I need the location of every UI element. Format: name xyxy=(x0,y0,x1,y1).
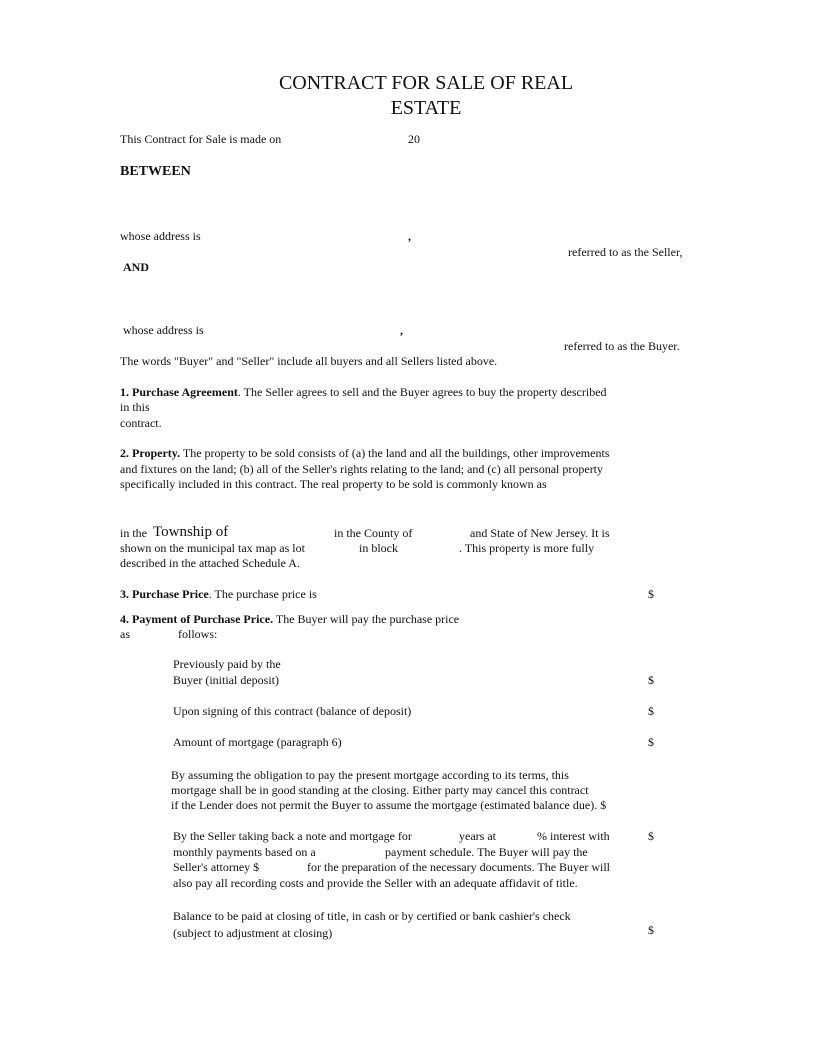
section-2-line-3: specifically included in this contract. The real property to be sold is commonly known as xyxy=(120,477,547,491)
assuming-line-1: By assuming the obligation to pay the present mortgage according to its terms, this xyxy=(171,768,569,782)
location-county: in the County of xyxy=(334,526,413,540)
section-3-dollar: $ xyxy=(648,587,654,601)
amount-of-mortgage: Amount of mortgage (paragraph 6) xyxy=(173,735,342,749)
buyer-seller-definition: The words "Buyer" and "Seller" include all buyers and all Sellers listed above. xyxy=(120,354,498,368)
intro-year: 20 xyxy=(408,132,420,146)
balance-line-2: (subject to adjustment at closing) xyxy=(173,926,333,940)
section-2-line-2: and fixtures on the land; (b) all of the Seller's rights relating to the land; and (c) all personal property xyxy=(120,462,604,476)
buyer-address-comma: , xyxy=(400,323,403,337)
section-4-follows: follows: xyxy=(178,627,218,641)
location-block: in block xyxy=(359,541,398,555)
seller-note-line-2a: monthly payments based on a xyxy=(173,845,316,859)
assuming-line-2: mortgage shall be in good standing at the closing. Either party may cancel this contract xyxy=(171,783,589,797)
section-1-heading: 1. Purchase Agreement xyxy=(120,385,238,399)
and-heading: AND xyxy=(123,260,149,274)
amount-of-mortgage-dollar: $ xyxy=(648,735,654,749)
location-in-the: in the xyxy=(120,526,147,540)
upon-signing: Upon signing of this contract (balance of deposit) xyxy=(173,704,412,718)
section-4-as: as xyxy=(120,627,130,641)
seller-referred: referred to as the Seller, xyxy=(568,245,683,259)
doc-title-line-2: ESTATE xyxy=(390,97,462,119)
section-2-line-1: 2. Property. The property to be sold consists of (a) the land and all the buildings, other improvements xyxy=(120,446,610,460)
balance-line-1: Balance to be paid at closing of title, in cash or by certified or bank cashier's check xyxy=(173,909,571,923)
location-more-fully: . This property is more fully xyxy=(459,541,595,555)
location-tax-map: shown on the municipal tax map as lot xyxy=(120,541,305,555)
section-1-line-1: 1. Purchase Agreement. The Seller agrees to sell and the Buyer agrees to buy the property described xyxy=(120,385,607,399)
previously-paid-line-2: Buyer (initial deposit) xyxy=(173,673,279,687)
location-state: and State of New Jersey. It is xyxy=(470,526,610,540)
section-1-line-2: in this xyxy=(120,400,150,414)
seller-note-line-4: also pay all recording costs and provide the Seller with an adequate affidavit of title. xyxy=(173,876,578,890)
buyer-referred: referred to as the Buyer. xyxy=(564,339,680,353)
location-township: Township of xyxy=(153,524,229,540)
seller-note-line-3a: Seller's attorney $ xyxy=(173,860,260,874)
assuming-line-3: if the Lender does not permit the Buyer to assume the mortgage (estimated balance due). $ xyxy=(171,798,607,812)
seller-note-line-3b: for the preparation of the necessary documents. The Buyer will xyxy=(307,860,611,874)
seller-note-line-2b: payment schedule. The Buyer will pay the xyxy=(385,845,588,859)
seller-address-comma: , xyxy=(408,229,411,243)
previously-paid-line-1: Previously paid by the xyxy=(173,657,281,671)
location-schedule: described in the attached Schedule A. xyxy=(120,556,300,570)
section-3-line: 3. Purchase Price. The purchase price is xyxy=(120,587,317,601)
section-2-heading: 2. Property. xyxy=(120,446,181,460)
seller-address-label: whose address is xyxy=(120,229,201,243)
seller-note-interest: % interest with xyxy=(537,829,610,843)
section-4-line-1: 4. Payment of Purchase Price. The Buyer will pay the purchase price xyxy=(120,612,460,626)
previously-paid-dollar: $ xyxy=(648,673,654,687)
doc-title-line-1: CONTRACT FOR SALE OF REAL xyxy=(278,72,574,94)
section-1-line-3: contract. xyxy=(120,416,162,430)
seller-note-line-1: By the Seller taking back a note and mortgage for xyxy=(173,829,412,843)
intro-made-on: This Contract for Sale is made on xyxy=(120,132,282,146)
buyer-address-label: whose address is xyxy=(123,323,204,337)
balance-dollar: $ xyxy=(648,923,654,937)
upon-signing-dollar: $ xyxy=(648,704,654,718)
section-3-heading: 3. Purchase Price xyxy=(120,587,209,601)
seller-note-dollar: $ xyxy=(648,829,654,843)
between-heading: BETWEEN xyxy=(120,164,191,179)
seller-note-years: years at xyxy=(459,829,496,843)
section-4-heading: 4. Payment of Purchase Price. xyxy=(120,612,274,626)
